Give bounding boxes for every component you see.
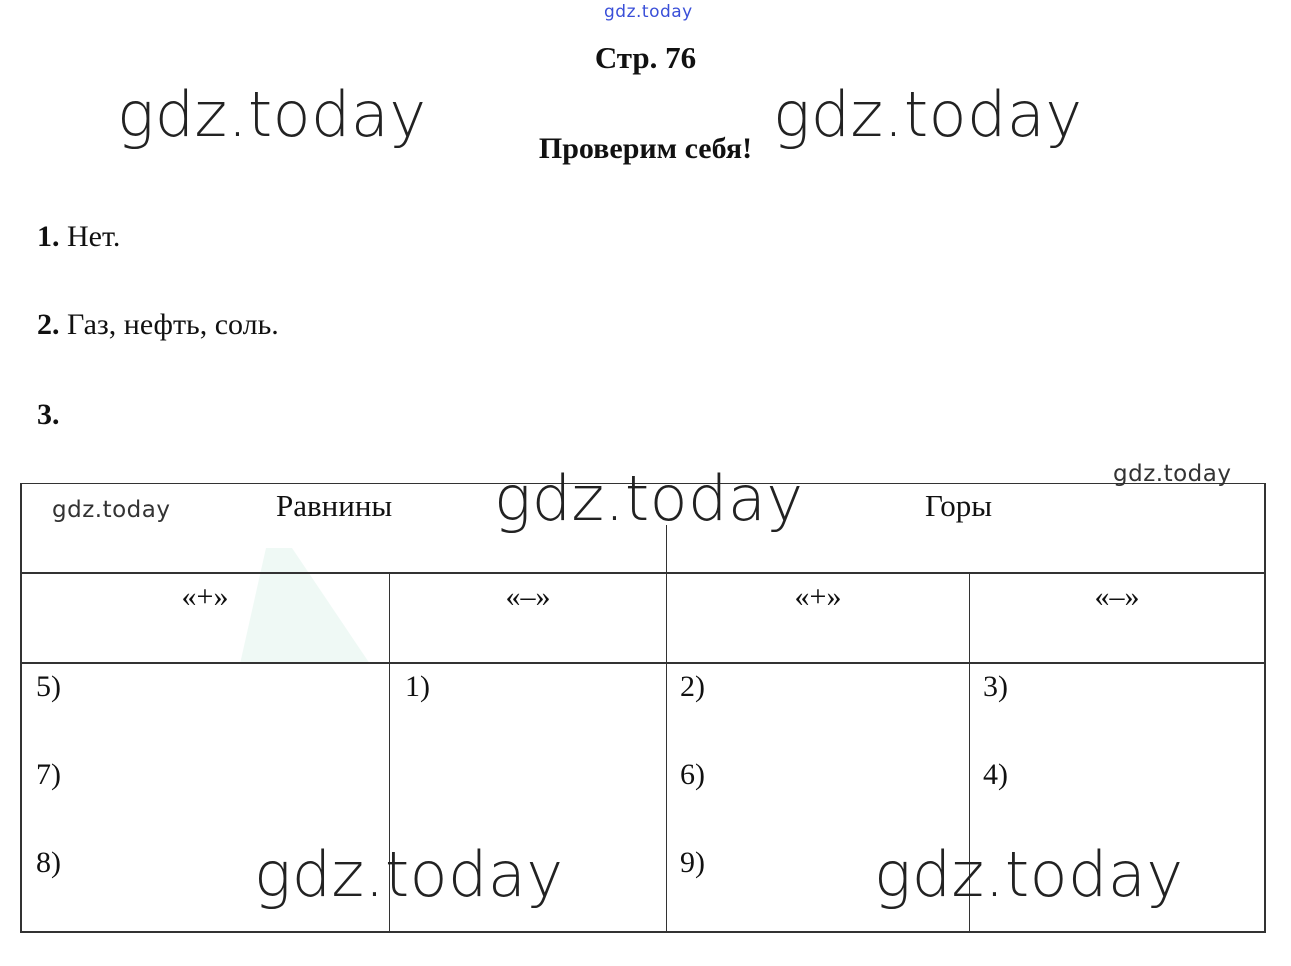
cell-item: 3) — [983, 670, 1008, 703]
answer-text: Газ, нефть, соль. — [67, 308, 279, 341]
watermark-table-center: gdz.today — [494, 462, 804, 535]
cell-item: 5) — [36, 670, 61, 703]
watermark-header-left: gdz.today — [117, 78, 427, 151]
watermark-table-top-right: gdz.today — [1113, 461, 1232, 487]
answer-3 — [37, 398, 60, 432]
group-header-plains: Равнины — [276, 488, 393, 523]
group-header-mountains: Горы — [925, 488, 993, 523]
cell-item: 8) — [36, 846, 61, 879]
page-subtitle: Проверим себя! — [538, 132, 753, 165]
watermark-table-top-left: gdz.today — [52, 497, 171, 523]
cell-item: 9) — [680, 846, 705, 879]
answer-text: Нет. — [67, 220, 121, 253]
subheader-mountains-minus: «–» — [1094, 580, 1140, 613]
answer-2 — [37, 308, 279, 342]
cell-item: 2) — [680, 670, 705, 703]
table-row-divider — [20, 662, 1266, 664]
answer-number: 1. — [37, 220, 60, 253]
table-border-bottom — [20, 931, 1266, 933]
cell-item: 4) — [983, 758, 1008, 791]
answer-1 — [37, 220, 120, 254]
cell-item: 7) — [36, 758, 61, 791]
answer-number: 2. — [37, 308, 60, 341]
table-border-left — [20, 483, 22, 933]
cell-item: 1) — [405, 670, 430, 703]
watermark-bottom-left: gdz.today — [254, 838, 564, 911]
watermark-top: gdz.today — [604, 2, 693, 22]
table-border-right — [1264, 483, 1266, 933]
cell-item: 6) — [680, 758, 705, 791]
watermark-header-right: gdz.today — [773, 78, 1083, 151]
answer-number: 3. — [37, 398, 60, 431]
subheader-plains-plus: «+» — [181, 580, 229, 613]
watermark-bottom-right: gdz.today — [874, 838, 1184, 911]
table-row-divider — [20, 572, 1266, 574]
page-title: Стр. 76 — [594, 40, 697, 75]
subheader-plains-minus: «–» — [505, 580, 551, 613]
subheader-mountains-plus: «+» — [794, 580, 842, 613]
